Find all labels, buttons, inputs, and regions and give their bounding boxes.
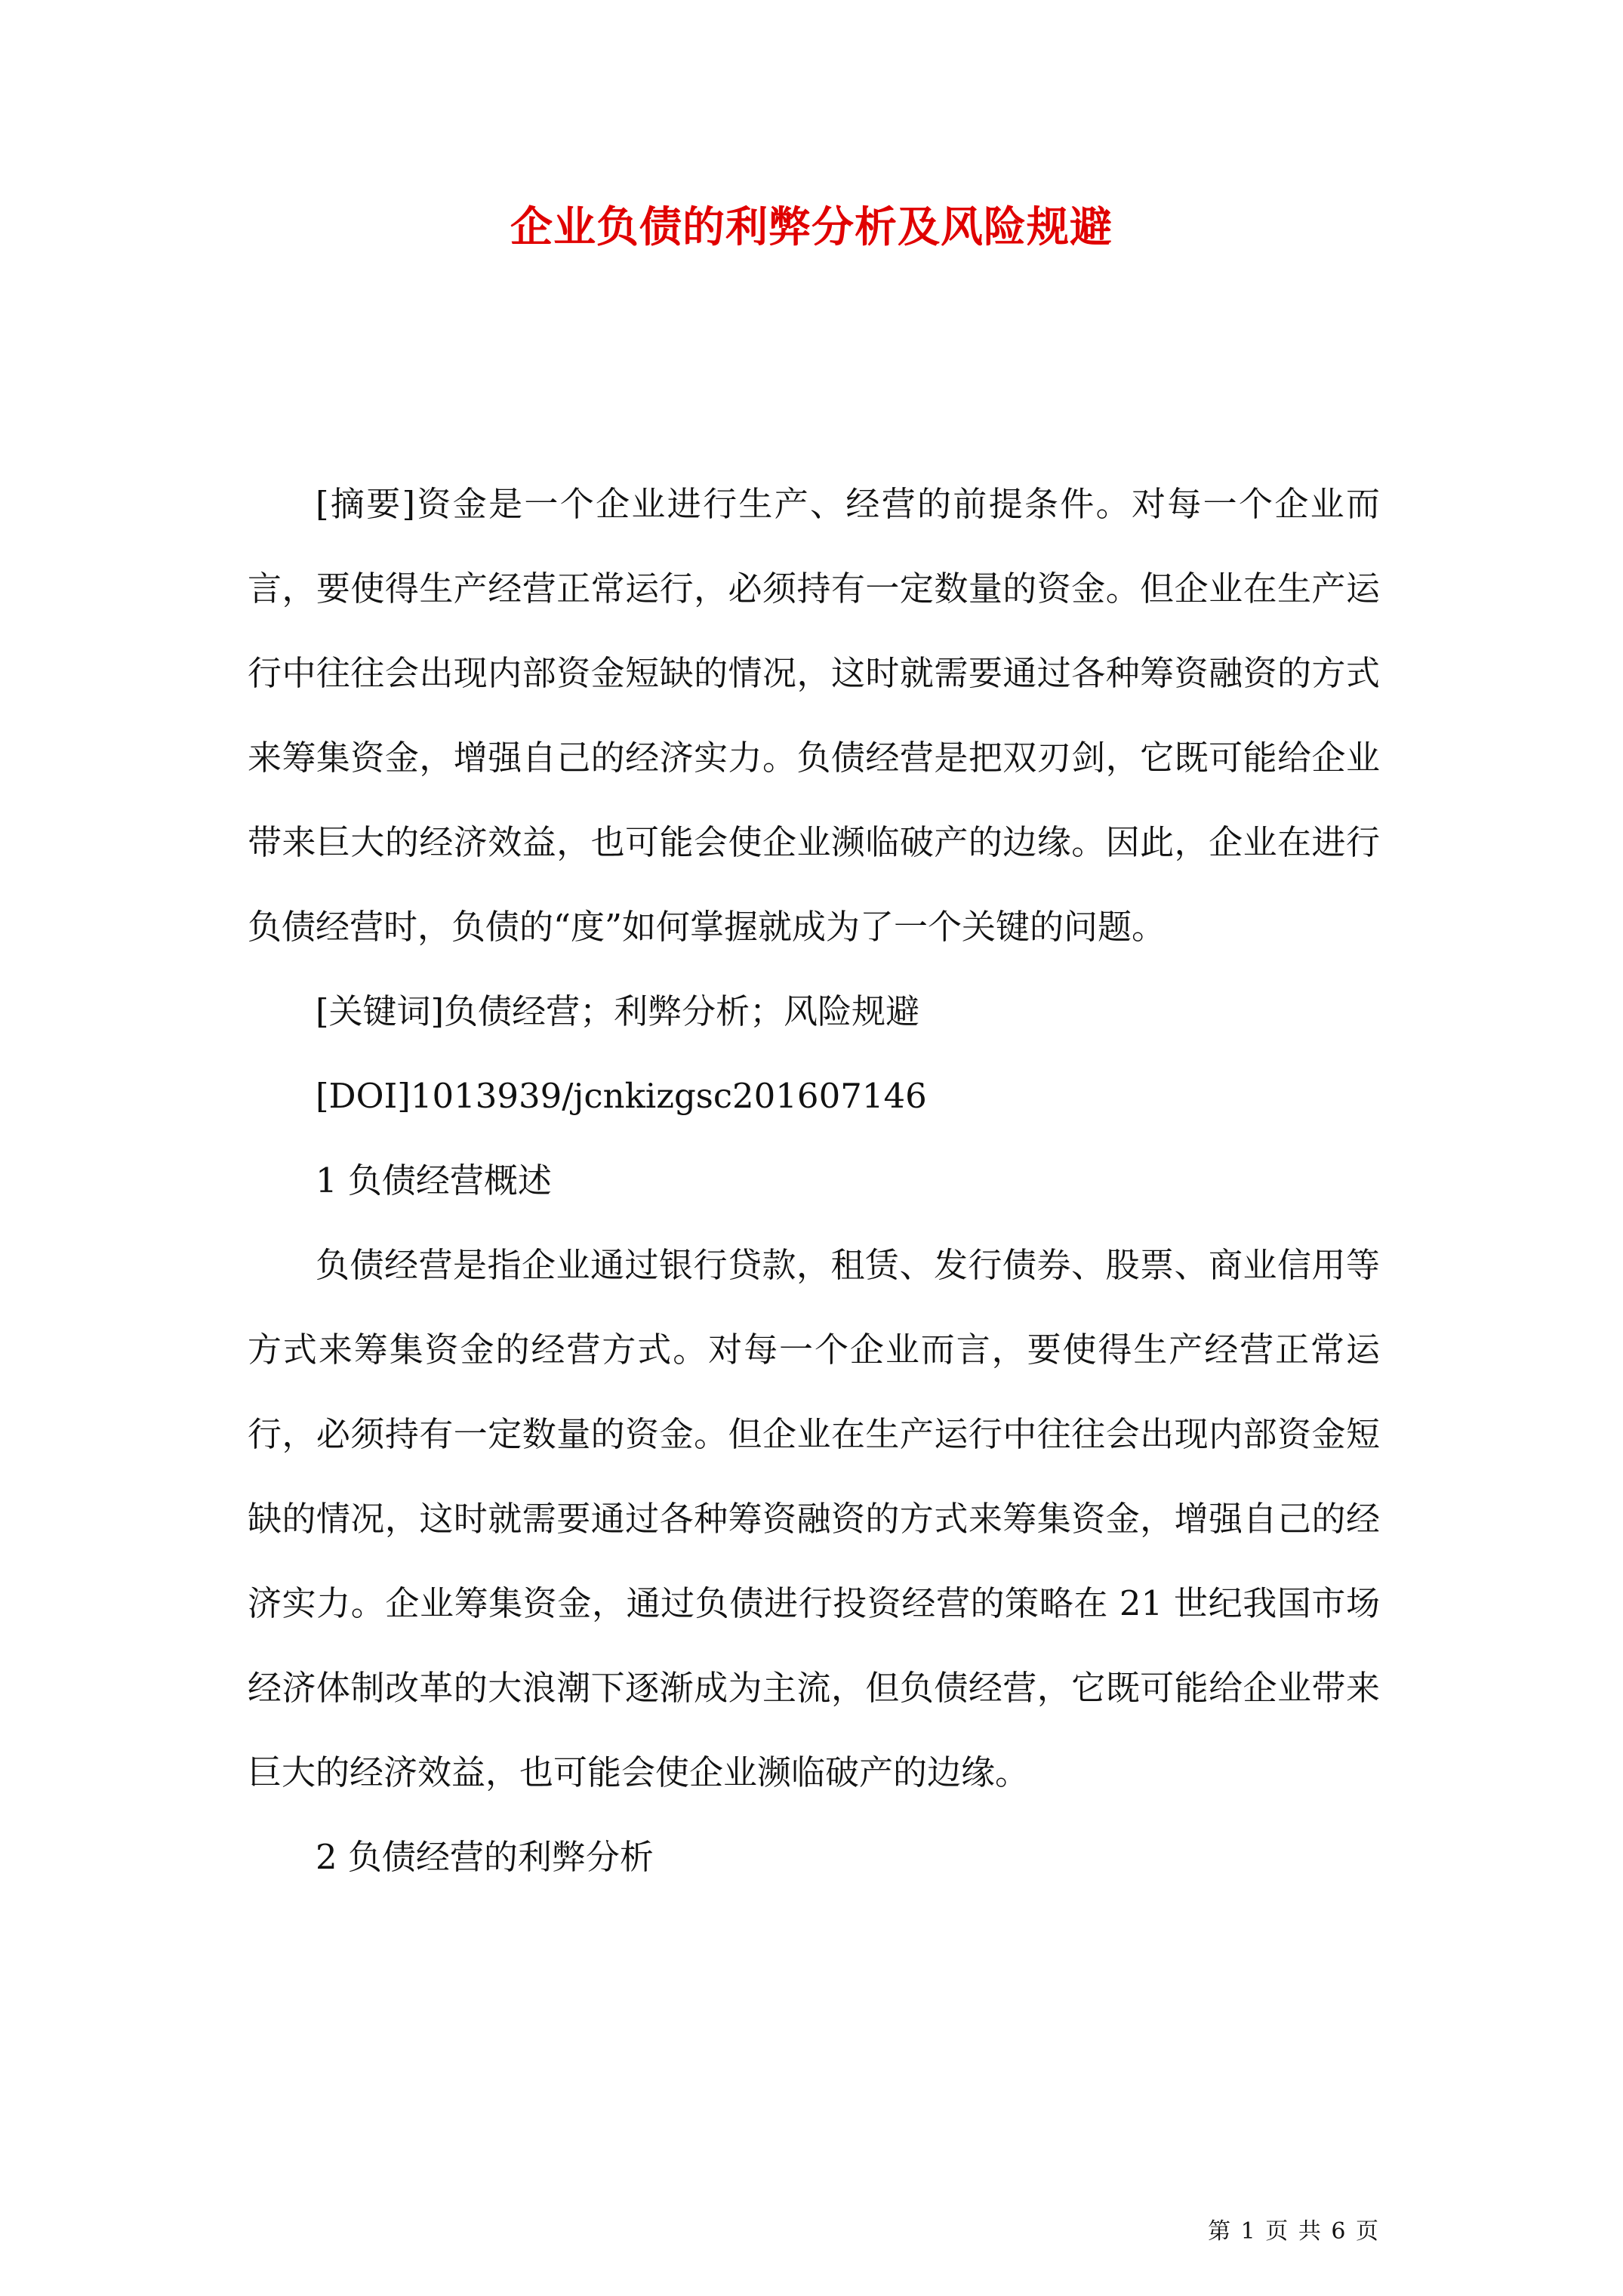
document-body [248,462,1380,1900]
abstract-paragraph: [摘要]资金是一个企业进行生产、经营的前提条件。对每一个企业而言，要使得生产经营正常运行，必须持有一定数量的资金。但企业在生产运行中往往会出现内部资金短缺的情况，这时就需要通过各种筹资融资的方式来筹集资金，增强自己的经济实力。负债经营是把双刃剑，它既可能给企业带来巨大的经济效益，也可能会使企业濒临破产的边缘。因此，企业在进行负债经营时，负债的“度”如何掌握就成为了一个关键的问题。 [248,484,1380,947]
section-heading-1: 1 负债经营概述 [316,1160,552,1200]
keywords-paragraph: [关键词]负债经营；利弊分析；风险规避 [316,991,920,1031]
document-title: 企业负债的利弊分析及风险规避 [510,202,1113,252]
section-1-paragraph: 负债经营是指企业通过银行贷款，租赁、发行债券、股票、商业信用等方式来筹集资金的经营方式。对每一个企业而言，要使得生产经营正常运行，必须持有一定数量的资金。但企业在生产运行中往往会出现内部资金短缺的情况，这时就需要通过各种筹资融资的方式来筹集资金，增强自己的经济实力。企业筹集资金，通过负债进行投资经营的策略在 21 世纪我国市场经济体制改革的大浪潮下逐渐成为主流，但负债经营，它既可能给企业带来巨大的经济效益，也可能会使企业濒临破产的边缘。 [248,1245,1380,1792]
doi-paragraph: [DOI]1013939/jcnkizgsc201607146 [316,1076,927,1116]
section-heading-2: 2 负债经营的利弊分析 [316,1837,654,1877]
page-footer: 第 1 页 共 6 页 [1208,2218,1380,2245]
